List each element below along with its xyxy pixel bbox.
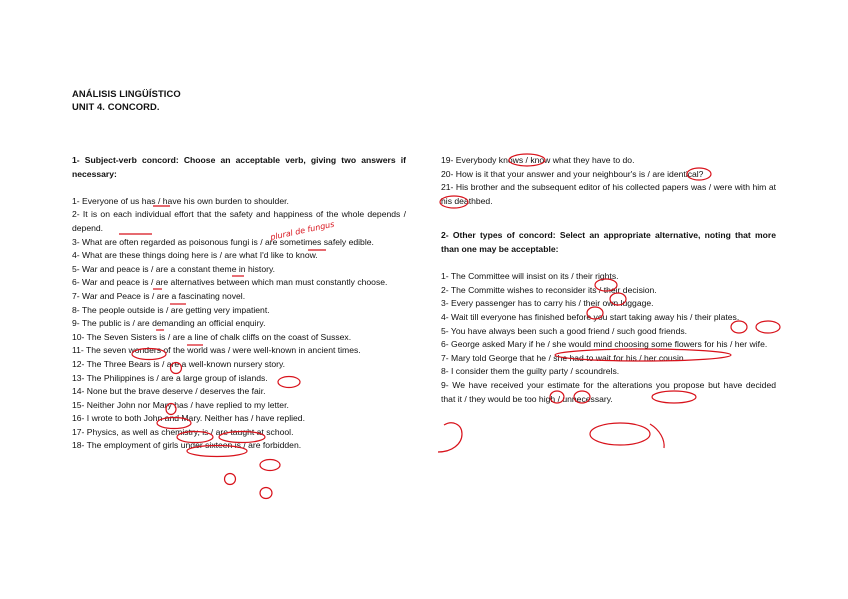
ink-circle bbox=[260, 488, 272, 499]
exercise-item: 2- The Committe wishes to reconsider its / their decision. bbox=[441, 284, 657, 295]
right-column bbox=[441, 154, 776, 406]
ink-stroke bbox=[438, 423, 462, 452]
exercise-item: 7- War and Peace is / are a fascinating novel. bbox=[72, 290, 246, 301]
exercise-item: 7- Mary told George that he / she had to wait for his / her cousin. bbox=[441, 352, 687, 363]
exercise-item: 1- Everyone of us has / have his own burden to shoulder. bbox=[72, 195, 289, 206]
exercise-item: 19- Everybody knows / know what they have to do. bbox=[441, 155, 635, 165]
exercise-item: 8- I consider them the guilty party / scoundrels. bbox=[441, 366, 620, 377]
document-title: ANÁLISIS LINGÜÍSTICO bbox=[72, 88, 181, 99]
exercise-item: 14- None but the brave deserve / deserves the fair. bbox=[72, 386, 266, 397]
section1-heading: 1- Subject-verb concord: Choose an acceptable verb, giving two answers if necessary: bbox=[72, 155, 406, 179]
ink-stroke bbox=[650, 424, 664, 448]
exercise-item: 1- The Committee will insist on its / their rights. bbox=[441, 271, 619, 282]
exercise-item: 16- I wrote to both John and Mary. Neither has / have replied. bbox=[72, 413, 305, 424]
left-column bbox=[72, 154, 406, 453]
exercise-item: 3- What are often regarded as poisonous fungi is / are sometimes safely edible. bbox=[72, 236, 374, 247]
exercise-item: 18- The employment of girls under sixteen is / are forbidden. bbox=[72, 440, 302, 451]
exercise-item: 11- The seven wonders of the world was / were well-known in ancient times. bbox=[72, 345, 361, 356]
exercise-item: 13- The Philippines is / are a large group of islands. bbox=[72, 372, 268, 383]
section2-heading: 2- Other types of concord: Select an appropriate alternative, noting that more than one may be acceptable: bbox=[441, 230, 776, 254]
exercise-item: 2- It is on each individual effort that the safety and happiness of the whole depends / depend. bbox=[72, 209, 406, 233]
ink-circle bbox=[260, 460, 280, 471]
exercise-item: 21- His brother and the subsequent editor of his collected papers was / were with him at his deathbed. bbox=[441, 182, 776, 206]
exercise-item: 4- Wait till everyone has finished before you start taking away his / their plates. bbox=[441, 311, 740, 322]
exercise-item: 6- George asked Mary if he / she would mind choosing some flowers for his / her wife. bbox=[441, 339, 768, 350]
exercise-item: 15- Neither John nor Mary has / have replied to my letter. bbox=[72, 399, 289, 410]
ink-circle bbox=[590, 423, 650, 445]
exercise-item: 6- War and peace is / are alternatives between which man must constantly choose. bbox=[72, 277, 388, 288]
exercise-item: 20- How is it that your answer and your neighbour's is / are identical? bbox=[441, 168, 704, 179]
exercise-item: 12- The Three Bears is / are a well-known nursery story. bbox=[72, 358, 286, 369]
ink-circle bbox=[225, 474, 236, 485]
handwritten-note: plural de fungus bbox=[269, 219, 336, 242]
exercise-item: 9- We have received your estimate for the alterations you propose but have decided that it / they would be too high / unnecessary. bbox=[441, 379, 776, 404]
exercise-item: 3- Every passenger has to carry his / their own luggage. bbox=[441, 298, 654, 309]
exercise-item: 5- War and peace is / are a constant theme in history. bbox=[72, 263, 276, 274]
exercise-item: 8- The people outside is / are getting very impatient. bbox=[72, 304, 270, 315]
exercise-item: 4- What are these things doing here is / are what I'd like to know. bbox=[72, 250, 318, 261]
exercise-item: 17- Physics, as well as chemistry, is / are taught at school. bbox=[72, 426, 294, 437]
exercise-item: 5- You have always been such a good friend / such good friends. bbox=[441, 325, 688, 336]
unit-title: UNIT 4. CONCORD. bbox=[72, 101, 160, 112]
exercise-item: 9- The public is / are demanding an official enquiry. bbox=[72, 318, 266, 329]
exercise-item: 10- The Seven Sisters is / are a line of chalk cliffs on the coast of Sussex. bbox=[72, 331, 352, 342]
